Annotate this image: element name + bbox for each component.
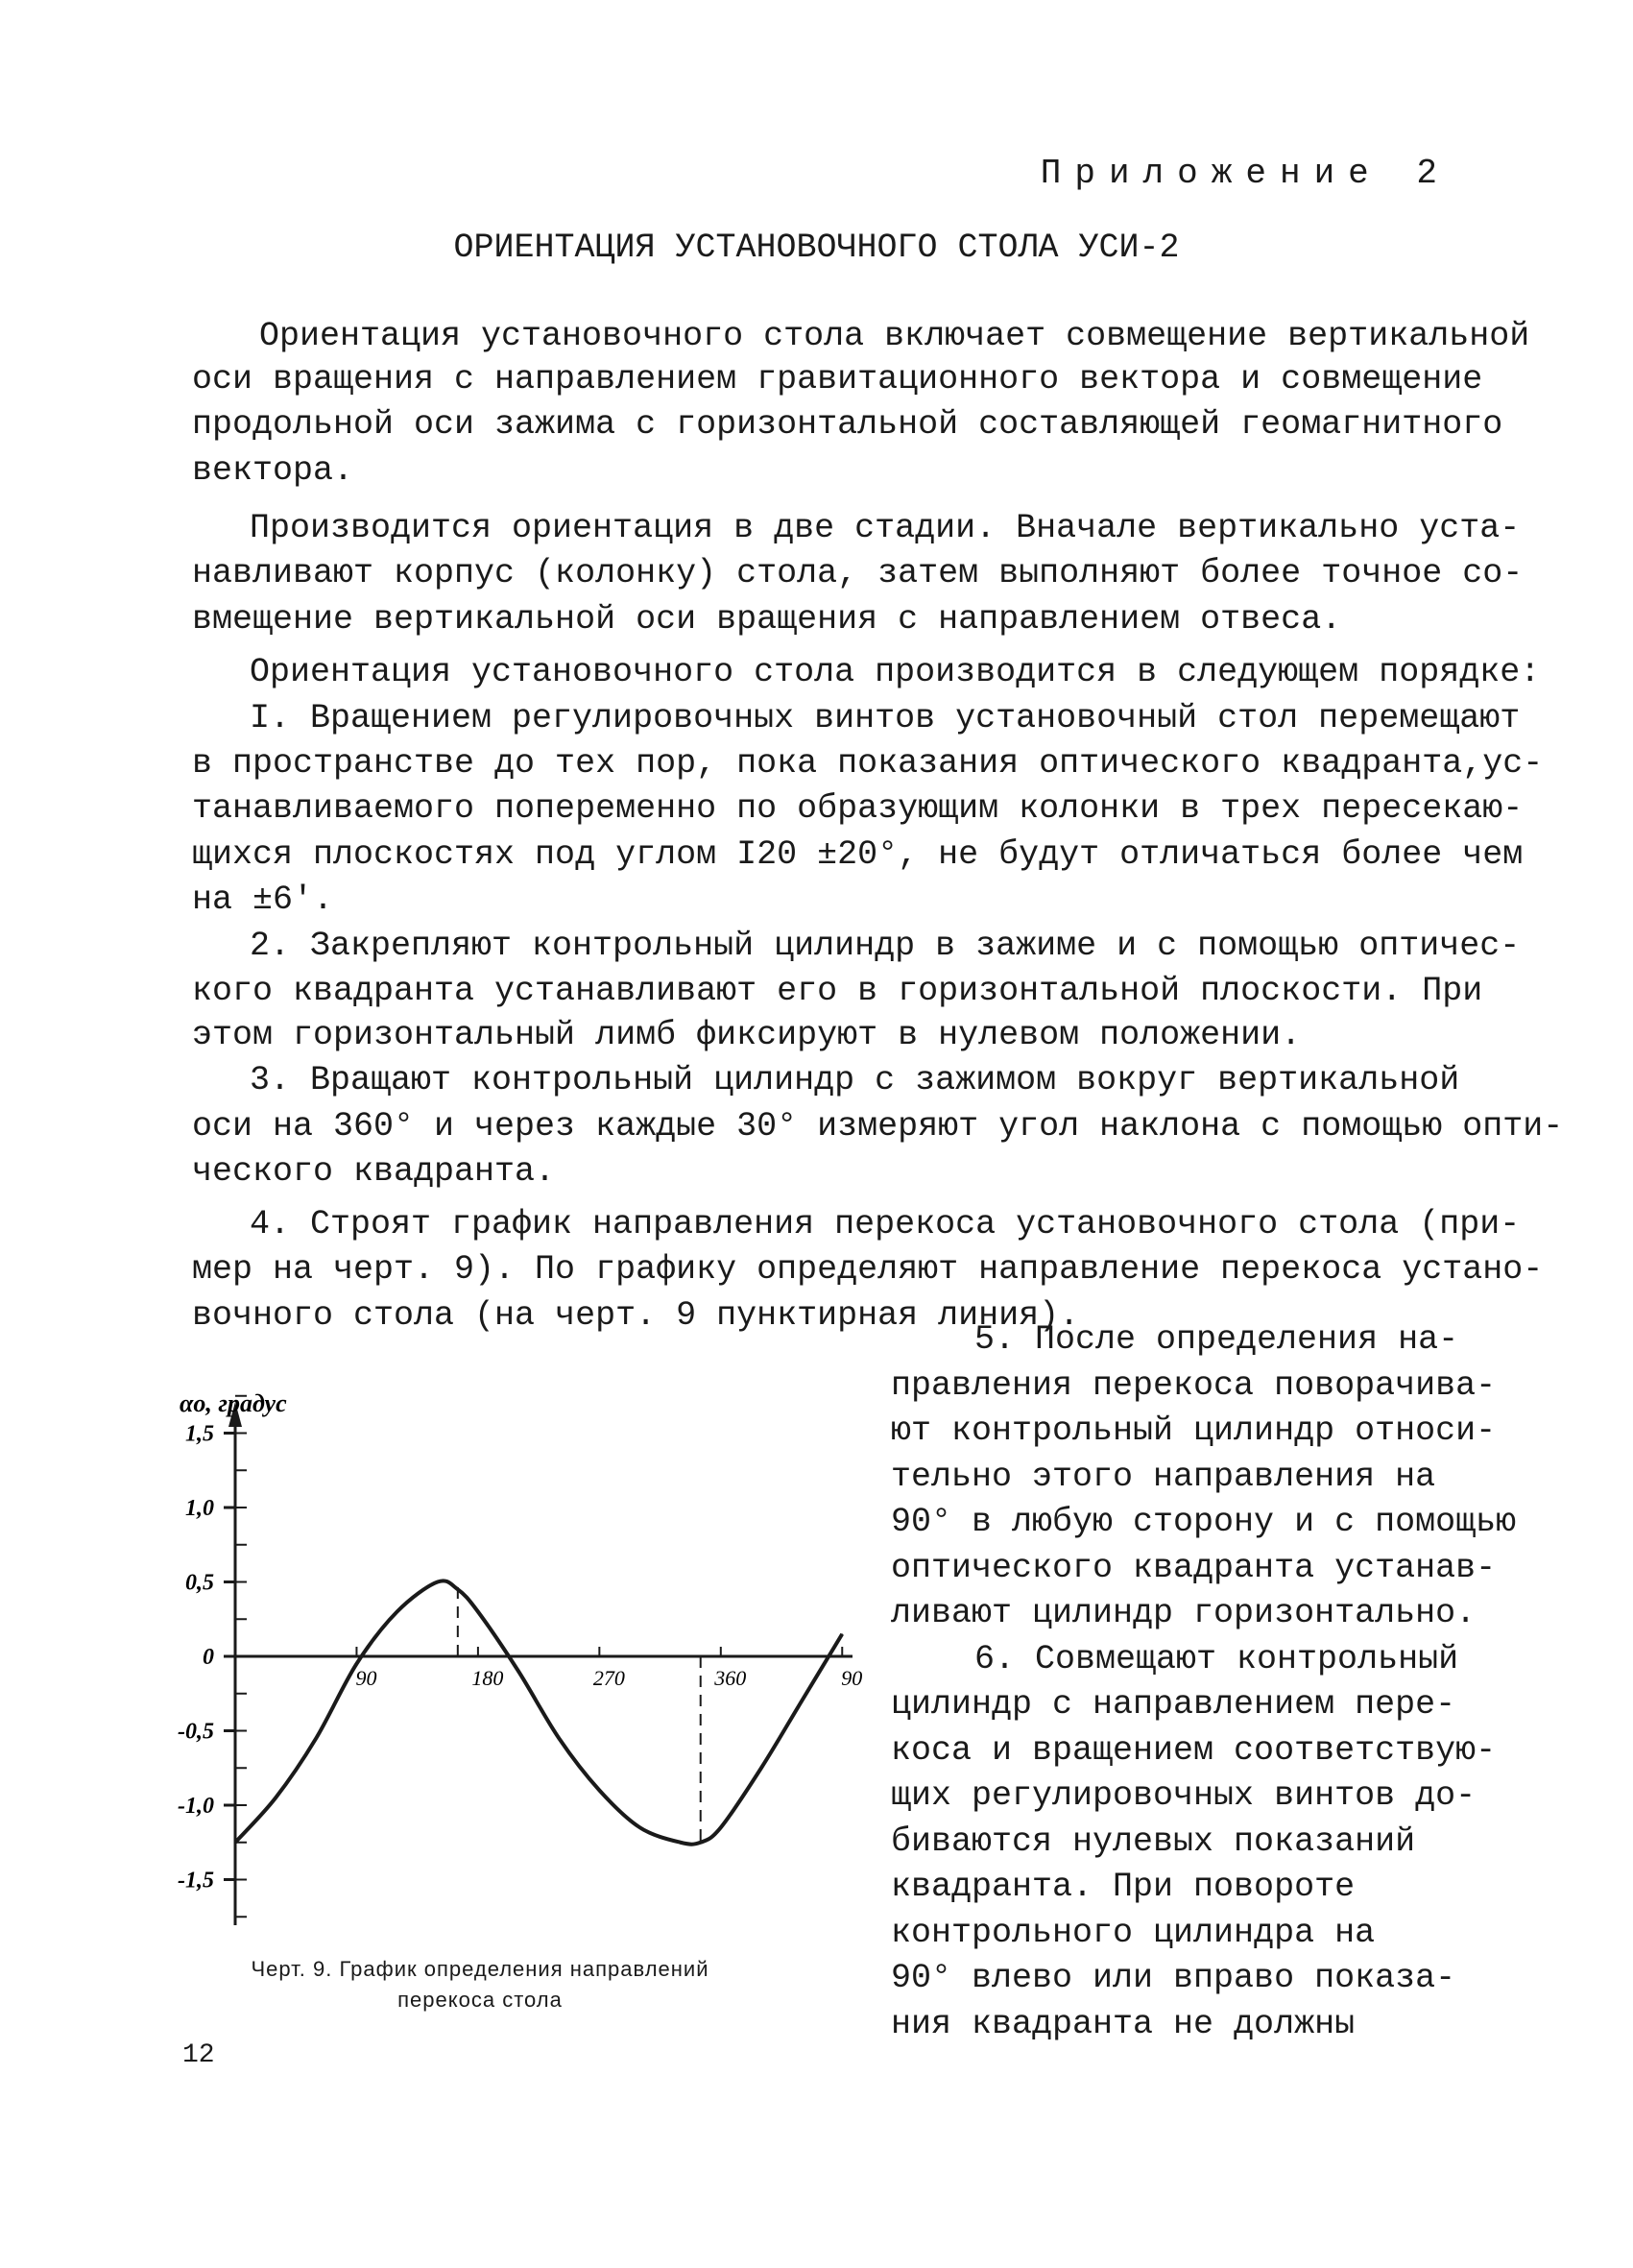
body-line: I. Вращением регулировочных винтов установочный стол перемещают	[250, 699, 1521, 737]
body-line: мер на черт. 9). По графику определяют направление перекоса устано-	[192, 1250, 1544, 1289]
side-line: ют контрольный цилиндр относи-	[891, 1411, 1497, 1450]
y-tick-label: -0,5	[178, 1719, 214, 1745]
page-number: 12	[182, 2040, 215, 2070]
side-line: ливают цилиндр горизонтально.	[891, 1594, 1477, 1632]
data-point	[842, 1633, 843, 1634]
x-tick-label: 270	[592, 1666, 625, 1690]
side-line: 5. После определения на-	[974, 1320, 1459, 1359]
body-line: ческого квадранта.	[192, 1152, 556, 1191]
side-line: щих регулировочных винтов до-	[891, 1776, 1477, 1815]
x-tick-label: 90	[355, 1666, 377, 1690]
body-line: кого квадранта устанавливают его в горизонтальной плоскости. При	[192, 972, 1483, 1010]
x-tick-label: 180	[471, 1666, 504, 1690]
data-point	[599, 1790, 600, 1791]
body-line: Ориентация установочного стола включает совмещение вертикальной	[259, 317, 1530, 355]
data-point	[457, 1589, 458, 1590]
data-point	[316, 1738, 317, 1739]
y-tick-label: 0	[203, 1645, 214, 1670]
body-line: вмещение вертикальной оси вращения с направлением отвеса.	[192, 600, 1342, 639]
body-line: на ±6'.	[192, 881, 334, 919]
side-line: коса и вращением соответствую-	[891, 1730, 1497, 1770]
body-line: этом горизонтальный лимб фиксируют в нулевом положении.	[192, 1016, 1302, 1054]
body-line: 2. Закрепляют контрольный цилиндр в зажиме и с помощью оптичес-	[250, 927, 1521, 965]
body-line: 3. Вращают контрольный цилиндр с зажимом вокруг вертикальной	[250, 1061, 1460, 1099]
x-tick-label: 90	[841, 1666, 863, 1690]
data-point	[639, 1827, 640, 1828]
data-point	[518, 1671, 519, 1672]
data-point	[700, 1842, 701, 1843]
side-line: 90° влево или вправо показа-	[891, 1959, 1456, 1997]
data-point	[680, 1842, 681, 1843]
body-line: Ориентация установочного стола производится в следующем порядке:	[250, 653, 1541, 691]
body-line: в пространстве до тех пор, пока показания оптического квадранта,ус-	[192, 744, 1544, 783]
side-line: 90° в любую сторону и с помощью	[891, 1503, 1517, 1541]
body-line: оси вращения с направлением гравитационного вектора и совмещение	[192, 360, 1483, 398]
skew-direction-chart	[163, 1383, 874, 1930]
side-line: контрольного цилиндра на	[891, 1913, 1376, 1952]
data-point	[559, 1738, 560, 1739]
y-tick-label: -1,0	[178, 1794, 214, 1819]
body-line: танавливаемого попеременно по образующим колонки в трех пересекаю-	[192, 789, 1524, 828]
side-line: правления перекоса поворачива-	[891, 1365, 1497, 1405]
side-line: оптического квадранта устанав-	[891, 1548, 1497, 1587]
body-line: навливают корпус (колонку) стола, затем выполняют более точное со-	[192, 554, 1524, 592]
body-line: щихся плоскостях под углом I20 ±20°, не будут отличаться более чем	[192, 835, 1524, 874]
body-line: 4. Строят график направления перекоса установочного стола (при-	[250, 1205, 1521, 1243]
page-heading: ОРИЕНТАЦИЯ УСТАНОВОЧНОГО СТОЛА УСИ-2	[453, 229, 1180, 267]
body-line: вектора.	[192, 451, 354, 490]
figure-caption-line1: Черт. 9. График определения направлений	[251, 1957, 709, 1981]
y-tick-label: 1,5	[185, 1421, 214, 1447]
data-point	[356, 1663, 357, 1664]
appendix-label: Приложение 2	[1040, 154, 1451, 193]
side-line: квадранта. При повороте	[891, 1868, 1356, 1906]
x-tick-label: 360	[714, 1666, 747, 1690]
data-point	[396, 1611, 397, 1612]
figure-caption-line2: перекоса стола	[397, 1988, 563, 2012]
body-line: оси на 360° и через каждые 30° измеряют угол наклона с помощью опти-	[192, 1107, 1564, 1146]
side-line: тельно этого направления на	[891, 1457, 1436, 1496]
data-point	[760, 1768, 761, 1769]
y-axis-label: αо, градус	[180, 1389, 287, 1417]
body-line: продольной оси зажима с горизонтальной составляющей геомагнитного	[192, 405, 1503, 444]
data-point	[477, 1611, 478, 1612]
y-tick-label: 1,0	[185, 1496, 214, 1521]
body-line: вочного стола (на черт. 9 пунктирная линия).	[192, 1296, 1080, 1335]
data-point	[437, 1581, 438, 1582]
data-point	[720, 1827, 721, 1828]
side-line: биваются нулевых показаний	[891, 1822, 1416, 1861]
data-point	[235, 1842, 236, 1843]
side-line: 6. Совмещают контрольный	[974, 1639, 1459, 1678]
y-tick-label: 0,5	[185, 1570, 214, 1596]
series-line-curve	[235, 1580, 842, 1844]
side-line: ния квадранта не должны	[891, 2004, 1356, 2043]
side-line: цилиндр с направлением пере-	[891, 1685, 1456, 1724]
y-tick-label: -1,5	[178, 1868, 214, 1894]
body-line: Производится ориентация в две стадии. Вначале вертикально уста-	[250, 509, 1521, 547]
